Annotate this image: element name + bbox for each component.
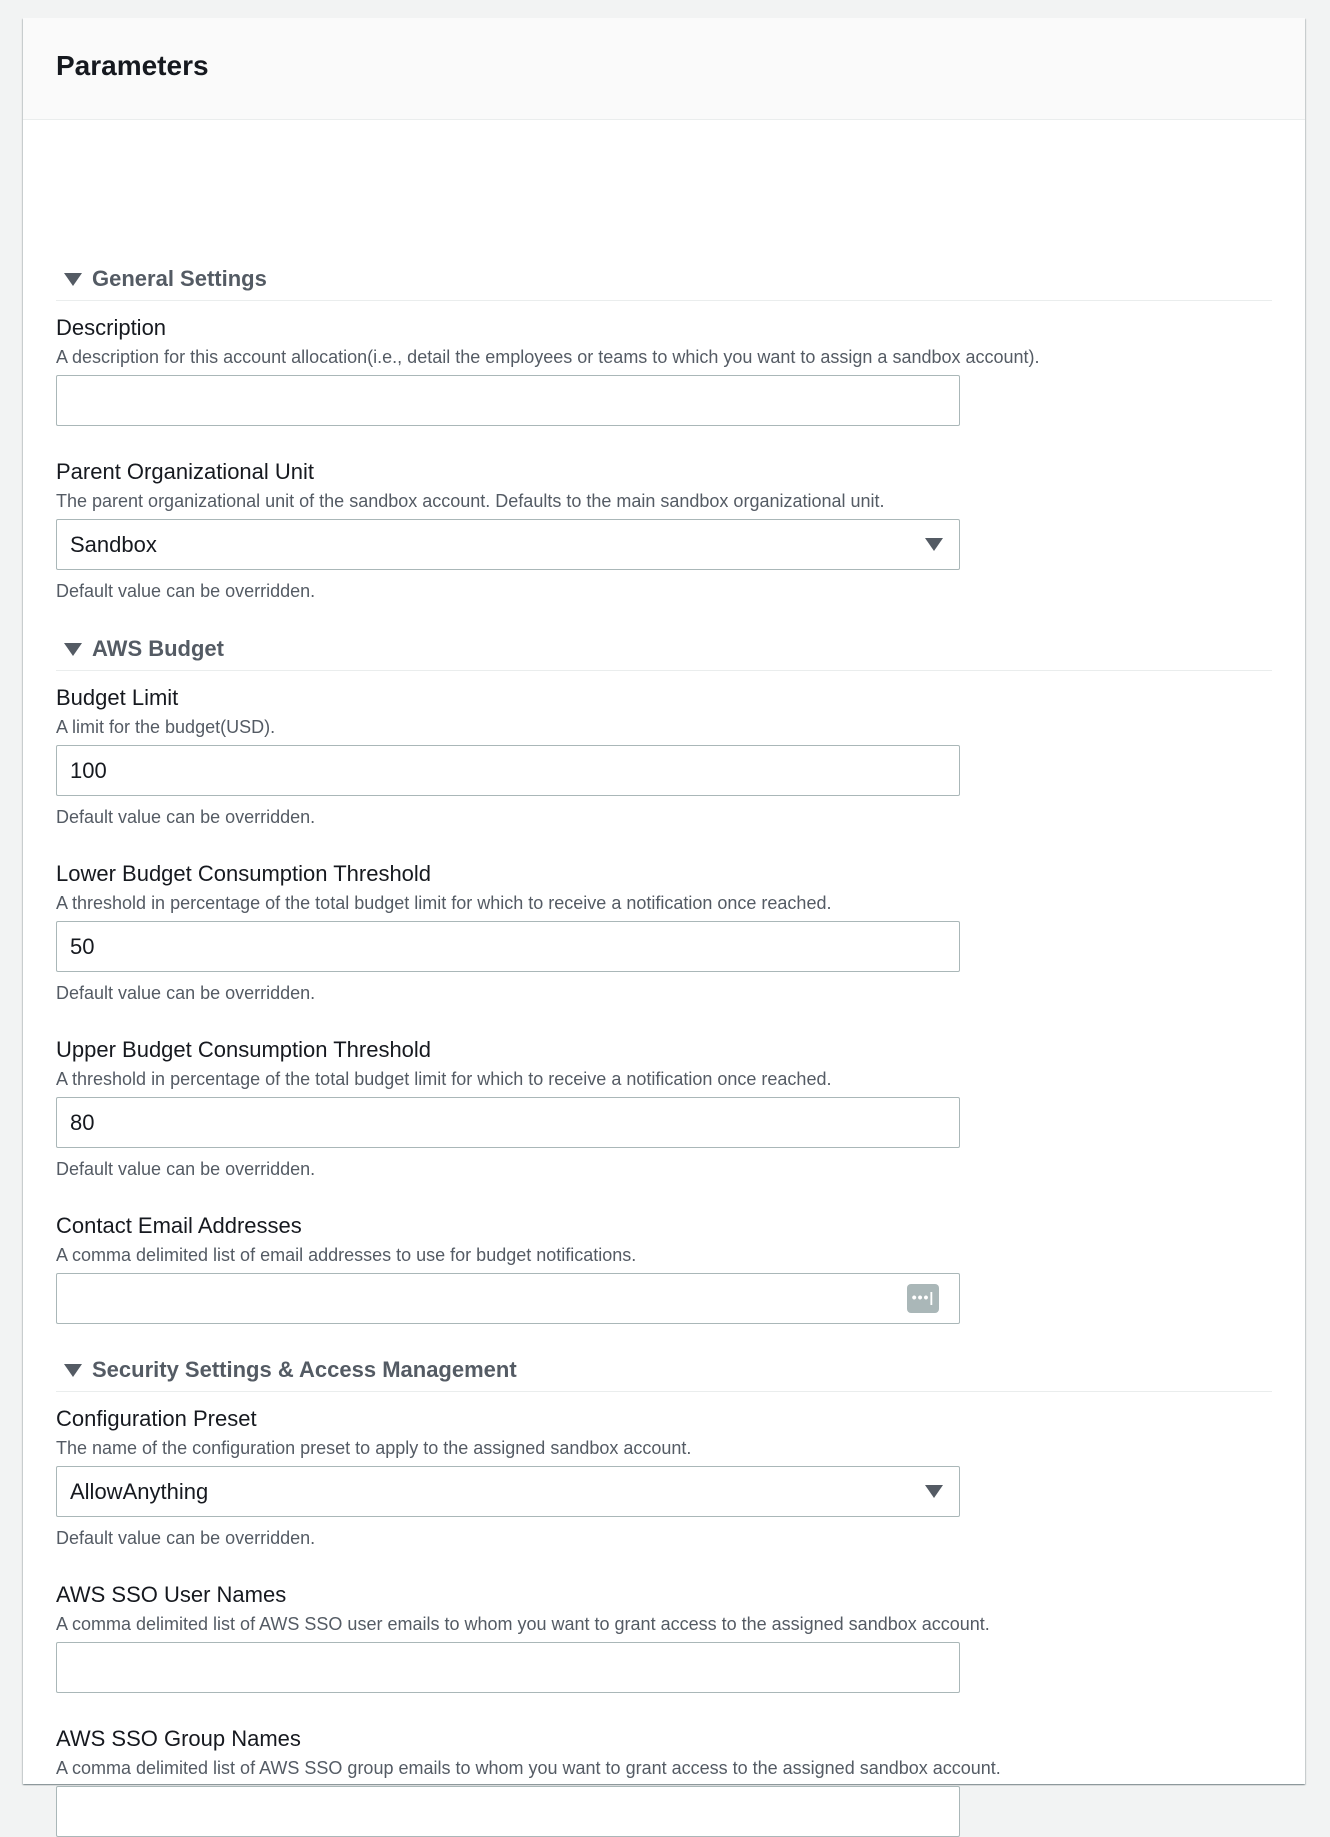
lower-threshold-input[interactable] xyxy=(56,921,960,972)
field-description-text: A comma delimited list of email addresses to use for budget notifications. xyxy=(56,1245,637,1265)
field-upper-threshold xyxy=(56,1036,1272,1181)
field-hint: Default value can be overridden. xyxy=(56,983,316,1003)
contact-emails-input[interactable] xyxy=(56,1273,960,1324)
budget-limit-input[interactable] xyxy=(56,745,960,796)
caret-down-icon[interactable] xyxy=(925,538,943,551)
upper-threshold-input[interactable] xyxy=(56,1097,960,1148)
field-label: Budget Limit xyxy=(56,685,179,710)
field-contact-emails xyxy=(56,1212,1272,1324)
field-label: Contact Email Addresses xyxy=(56,1213,302,1238)
field-parent-ou xyxy=(56,458,1272,603)
input-value[interactable]: 50 xyxy=(70,934,95,959)
field-label: AWS SSO Group Names xyxy=(56,1726,301,1751)
field-label: Upper Budget Consumption Threshold xyxy=(56,1037,432,1062)
field-description-text: A threshold in percentage of the total budget limit for which to receive a notification once reached. xyxy=(56,893,832,913)
caret-down-icon[interactable] xyxy=(64,643,82,656)
field-description-text: A threshold in percentage of the total budget limit for which to receive a notification once reached. xyxy=(56,1069,832,1089)
field-label: Configuration Preset xyxy=(56,1406,257,1431)
field-description-text: A comma delimited list of AWS SSO group emails to whom you want to grant access to the assigned sandbox account. xyxy=(56,1758,1001,1778)
caret-down-icon[interactable] xyxy=(64,273,82,286)
field-hint: Default value can be overridden. xyxy=(56,581,316,601)
section-title: AWS Budget xyxy=(92,636,224,661)
field-description-text: The parent organizational unit of the sandbox account. Defaults to the main sandbox organizational unit. xyxy=(56,491,885,511)
section-title: Security Settings & Access Management xyxy=(92,1357,517,1382)
caret-down-icon[interactable] xyxy=(64,1364,82,1377)
field-description-text: A comma delimited list of AWS SSO user emails to whom you want to grant access to the assigned sandbox account. xyxy=(56,1614,990,1634)
field-label: Description xyxy=(56,315,167,340)
input-value[interactable]: 100 xyxy=(70,758,107,783)
field-label: AWS SSO User Names xyxy=(56,1582,287,1607)
panel-header xyxy=(23,18,1305,120)
section-aws-budget[interactable] xyxy=(56,628,1272,671)
select-value[interactable]: AllowAnything xyxy=(70,1479,209,1504)
input-value[interactable]: 80 xyxy=(70,1110,95,1135)
sso-users-input[interactable] xyxy=(56,1642,960,1693)
caret-down-icon[interactable] xyxy=(925,1485,943,1498)
field-description xyxy=(56,314,1272,426)
field-description-text: A limit for the budget(USD). xyxy=(56,717,276,737)
field-description-text: The name of the configuration preset to apply to the assigned sandbox account. xyxy=(56,1438,692,1458)
field-config-preset xyxy=(56,1405,1272,1550)
section-security-settings[interactable] xyxy=(56,1349,1272,1392)
select-value[interactable]: Sandbox xyxy=(70,532,157,557)
section-title: General Settings xyxy=(92,266,267,291)
field-label: Parent Organizational Unit xyxy=(56,459,315,484)
field-label: Lower Budget Consumption Threshold xyxy=(56,861,432,886)
sso-groups-input[interactable] xyxy=(56,1786,960,1837)
field-hint: Default value can be overridden. xyxy=(56,1528,316,1548)
parameters-panel xyxy=(23,18,1305,1784)
parent-ou-select[interactable] xyxy=(56,519,960,570)
description-input[interactable] xyxy=(56,375,960,426)
field-sso-users xyxy=(56,1581,1272,1693)
config-preset-select[interactable] xyxy=(56,1466,960,1517)
section-general-settings[interactable] xyxy=(56,258,1272,301)
field-lower-threshold xyxy=(56,860,1272,1005)
field-hint: Default value can be overridden. xyxy=(56,807,316,827)
field-hint: Default value can be overridden. xyxy=(56,1159,316,1179)
field-sso-groups xyxy=(56,1725,1272,1837)
password-manager-icon[interactable]: •••| xyxy=(907,1284,939,1313)
panel-title: Parameters xyxy=(56,50,209,81)
field-budget-limit xyxy=(56,684,1272,829)
field-description-text: A description for this account allocation(i.e., detail the employees or teams to which you want to assign a sandbox account). xyxy=(56,347,1040,367)
